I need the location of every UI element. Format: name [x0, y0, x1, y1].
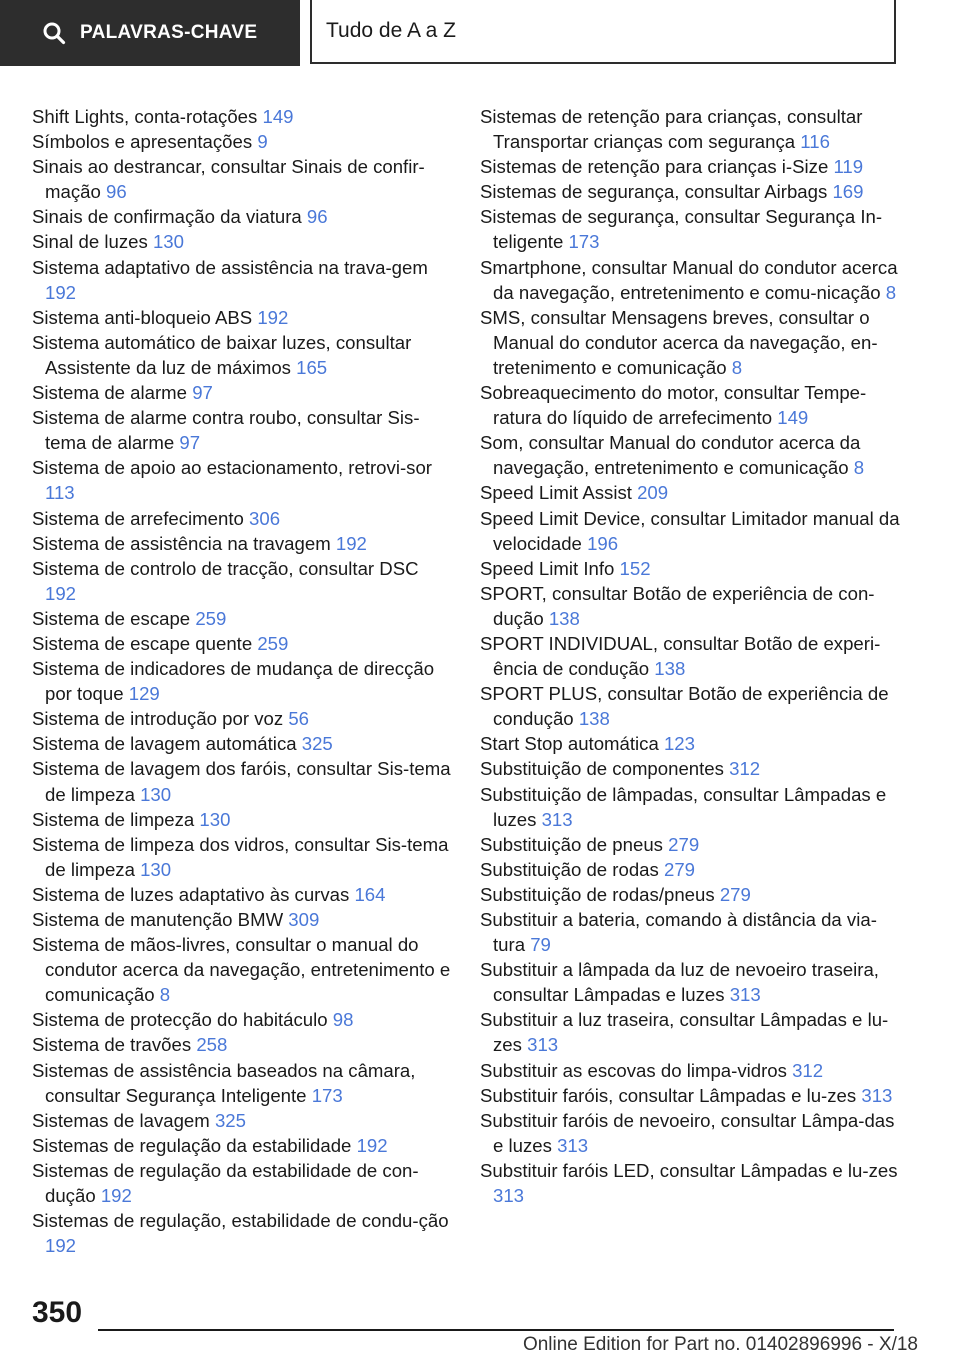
- index-entry-text: Sistema de mãos-livres, consultar o manual do condutor acerca da navegação, entretenimento e comunicação: [32, 934, 451, 1006]
- index-entry: [32, 1208, 452, 1258]
- index-entry-text: Substituir faróis, consultar Lâmpadas e lu‐zes: [480, 1084, 862, 1106]
- page-reference-link[interactable]: 97: [179, 432, 201, 454]
- index-entry: [32, 305, 452, 330]
- index-entry: [480, 480, 900, 505]
- index-entry-text: Som, consultar Manual do condutor acerca da navegação, entretenimento e comunicação: [480, 432, 861, 479]
- page-reference-link[interactable]: 325: [214, 1109, 246, 1131]
- index-entry: [32, 405, 452, 455]
- page-reference-link[interactable]: 113: [45, 482, 75, 504]
- page-reference-link[interactable]: 259: [195, 607, 227, 629]
- index-entry: [480, 506, 900, 556]
- index-entry: [480, 731, 900, 756]
- tab-a-to-z-label: Tudo de A a Z: [326, 19, 456, 42]
- index-entry-text: Substituição de pneus: [480, 833, 669, 855]
- index-entry-text: Substituir faróis LED, consultar Lâmpadas e lu‐zes: [480, 1159, 898, 1181]
- page-reference-link[interactable]: 116: [800, 131, 830, 153]
- page-reference-link[interactable]: 192: [335, 532, 367, 554]
- index-entry-text: Sistemas de regulação, estabilidade de condu‐ção: [32, 1210, 449, 1232]
- page-reference-link[interactable]: 96: [306, 206, 328, 228]
- index-entry-text: Sistema automático de baixar luzes, consultar Assistente da luz de máximos: [32, 331, 412, 378]
- index-entry: [32, 1158, 452, 1208]
- page-reference-link[interactable]: 313: [557, 1134, 589, 1156]
- index-entry: [32, 1007, 452, 1032]
- index-entry-text: Sistema de alarme: [32, 382, 193, 404]
- index-entry: [32, 731, 452, 756]
- page-reference-link[interactable]: 259: [257, 632, 289, 654]
- page-reference-link[interactable]: 192: [45, 281, 77, 303]
- page-reference-link[interactable]: 123: [663, 733, 695, 755]
- page-reference-link[interactable]: 192: [356, 1134, 388, 1156]
- index-entry: [480, 832, 900, 857]
- index-entry: [480, 782, 900, 832]
- page-reference-link[interactable]: 192: [45, 582, 77, 604]
- index-entry-text: Sistemas de retenção para crianças i-Size: [480, 156, 834, 178]
- index-entry-text: SPORT INDIVIDUAL, consultar Botão de experi‐ência de condução: [480, 632, 881, 680]
- index-entry: [32, 104, 452, 129]
- index-entry-text: Sistemas de retenção para crianças, consultar Transportar crianças com segurança: [480, 106, 863, 153]
- page-reference-link[interactable]: 138: [654, 658, 686, 680]
- index-entry: [480, 380, 900, 430]
- index-entry-text: Sistemas de assistência baseados na câmara, consultar Segurança Inteligente: [32, 1059, 416, 1106]
- index-entry: [480, 1083, 900, 1108]
- index-entry: [32, 832, 452, 882]
- page-reference-link[interactable]: 279: [664, 858, 696, 880]
- page-reference-link[interactable]: 313: [861, 1084, 893, 1106]
- index-entry-text: Sistema anti-bloqueio ABS: [32, 306, 258, 328]
- page-reference-link[interactable]: 192: [45, 1235, 77, 1257]
- index-entry: [480, 1058, 900, 1083]
- index-entry-text: Sistemas de lavagem: [32, 1109, 215, 1131]
- page-reference-link[interactable]: 196: [587, 532, 619, 554]
- index-entry: [480, 857, 900, 882]
- index-entry-text: Sinal de luzes: [32, 231, 153, 253]
- page-reference-link[interactable]: 79: [530, 934, 551, 956]
- index-entry: [32, 706, 452, 731]
- index-entry: [32, 556, 452, 606]
- index-entry: [480, 255, 900, 305]
- index-entry: [32, 380, 452, 405]
- page-reference-link[interactable]: 149: [262, 106, 294, 127]
- index-entry: [32, 129, 452, 154]
- index-entry-text: Substituir faróis de nevoeiro, consultar Lâmpa‐das e luzes: [480, 1109, 895, 1156]
- index-entry: [480, 756, 900, 781]
- index-entry-text: Sistemas de regulação da estabilidade de con‐dução: [32, 1159, 419, 1207]
- index-entry: [480, 104, 900, 154]
- index-entry: [32, 229, 452, 254]
- index-entry: [480, 179, 900, 204]
- index-entry-text: Sistema de lavagem dos faróis, consultar Sis‐tema de limpeza: [32, 758, 451, 805]
- index-entry: [32, 330, 452, 380]
- tab-keywords[interactable]: [0, 0, 300, 66]
- page-reference-link[interactable]: 165: [296, 356, 328, 378]
- index-entry-text: Sistema de limpeza dos vidros, consultar Sis‐tema de limpeza: [32, 833, 449, 880]
- index-entry-text: Substituição de lâmpadas, consultar Lâmpadas e luzes: [480, 783, 887, 830]
- page-reference-link[interactable]: 152: [619, 557, 651, 579]
- page-reference-link[interactable]: 8: [853, 457, 865, 479]
- index-entry: [32, 1108, 452, 1133]
- index-entry: [32, 506, 452, 531]
- page-reference-link[interactable]: 8: [885, 281, 897, 303]
- page-reference-link[interactable]: 130: [152, 231, 184, 253]
- index-entry-text: Sistema de escape quente: [32, 632, 258, 654]
- page-reference-link[interactable]: 312: [729, 758, 761, 780]
- page-number: 350: [32, 1296, 83, 1329]
- index-entry: [480, 631, 900, 681]
- index-entry-text: SPORT PLUS, consultar Botão de experiência de condução: [480, 683, 889, 730]
- index-entry-text: Sistema de controlo de tracção, consultar DSC: [32, 557, 419, 579]
- page-reference-link[interactable]: 138: [548, 607, 580, 629]
- index-entry: [480, 1007, 900, 1057]
- index-entry: [32, 932, 452, 1007]
- index-entry: [480, 430, 900, 480]
- index-entry: [32, 455, 452, 505]
- index-entry-text: Speed Limit Assist: [480, 482, 638, 504]
- index-entry: [480, 1158, 900, 1208]
- page-reference-link[interactable]: 173: [311, 1084, 343, 1106]
- index-column-left: [32, 104, 452, 1258]
- index-entry-text: Shift Lights, conta-rotações: [32, 106, 263, 127]
- index-entry-text: Substituir as escovas do limpa-vidros: [480, 1059, 793, 1081]
- page-reference-link[interactable]: 119: [833, 156, 864, 178]
- index-entry-text: Substituição de rodas/pneus: [480, 883, 720, 905]
- page-reference-link[interactable]: 98: [332, 1009, 354, 1031]
- index-entry-text: Start Stop automática: [480, 733, 664, 755]
- index-entry-text: SMS, consultar Mensagens breves, consultar o Manual do condutor acerca da navegação, en‐tretenimento e comunicação: [480, 306, 878, 378]
- index-entry: [32, 1058, 452, 1108]
- index-entry-text: Substituir a luz traseira, consultar Lâmpadas e lu‐zes: [480, 1009, 889, 1056]
- index-entry: [32, 255, 452, 305]
- index-entry: [32, 606, 452, 631]
- index-entry: [32, 882, 452, 907]
- index-entry: [480, 907, 900, 957]
- index-entry: [32, 154, 452, 204]
- page-reference-link[interactable]: 313: [527, 1034, 559, 1056]
- index-column-right: [480, 104, 900, 1208]
- index-entry: [32, 807, 452, 832]
- index-entry-text: Sistema de travões: [32, 1034, 197, 1056]
- index-entry-text: Sistema de assistência na travagem: [32, 532, 336, 554]
- page-reference-link[interactable]: 129: [128, 683, 160, 705]
- index-entry: [32, 656, 452, 706]
- index-entry-text: Sinais ao destrancar, consultar Sinais de confir‐mação: [32, 156, 425, 203]
- index-entry: [480, 154, 900, 179]
- page-reference-link[interactable]: 279: [719, 883, 751, 905]
- index-entry-text: Sistema adaptativo de assistência na trava‐gem: [32, 256, 428, 278]
- index-entry: [480, 305, 900, 380]
- page-reference-link[interactable]: 312: [792, 1059, 824, 1081]
- index-entry-text: Sistema de lavagem automática: [32, 733, 302, 755]
- page-reference-link[interactable]: 96: [105, 181, 127, 203]
- index-entry-text: Speed Limit Info: [480, 557, 620, 579]
- page-reference-link[interactable]: 130: [140, 858, 172, 880]
- index-entry: [480, 204, 900, 254]
- search-icon: [42, 21, 66, 45]
- page-reference-link[interactable]: 279: [668, 833, 700, 855]
- page-reference-link[interactable]: 97: [192, 382, 213, 404]
- index-entry-text: Sistema de protecção do habitáculo: [32, 1009, 333, 1031]
- page-reference-link[interactable]: 306: [249, 507, 281, 529]
- index-entry: [32, 907, 452, 932]
- index-entry-text: SPORT, consultar Botão de experiência de con‐dução: [480, 582, 875, 629]
- page-reference-link[interactable]: 130: [140, 783, 172, 805]
- page-reference-link[interactable]: 325: [301, 733, 333, 755]
- index-entry: [480, 681, 900, 731]
- index-entry: [480, 556, 900, 581]
- index-entry-text: Sinais de confirmação da viatura: [32, 206, 307, 228]
- index-entry: [480, 882, 900, 907]
- index-entry-text: Substituição de rodas: [480, 858, 664, 880]
- page-reference-link[interactable]: 9: [257, 131, 268, 153]
- index-entry-text: Sistema de luzes adaptativo às curvas: [32, 883, 355, 905]
- page-reference-link[interactable]: 169: [832, 181, 864, 203]
- index-entry: [32, 1032, 452, 1057]
- index-entry-text: Substituir a bateria, comando à distância da via‐tura: [480, 909, 877, 956]
- index-entry-text: Símbolos e apresentações: [32, 131, 258, 153]
- index-entry-text: Speed Limit Device, consultar Limitador manual da velocidade: [480, 507, 900, 554]
- tab-a-to-z[interactable]: [310, 0, 896, 64]
- index-entry-text: Sistema de limpeza: [32, 808, 200, 830]
- tab-keywords-label: PALAVRAS-CHAVE: [80, 22, 258, 43]
- index-entry-text: Substituição de componentes: [480, 758, 730, 780]
- page-reference-link[interactable]: 313: [729, 984, 761, 1006]
- page-reference-link[interactable]: 313: [493, 1185, 525, 1207]
- index-entry-text: Smartphone, consultar Manual do condutor acerca da navegação, entretenimento e comu‐nicação: [480, 256, 898, 303]
- top-tab-bar: [0, 0, 960, 66]
- page-reference-link[interactable]: 8: [159, 984, 171, 1006]
- index-entry-text: Sistema de arrefecimento: [32, 507, 250, 529]
- page-reference-link[interactable]: 173: [568, 231, 600, 253]
- page-reference-link[interactable]: 258: [196, 1034, 228, 1056]
- index-entry-text: Sobreaquecimento do motor, consultar Tempe‐ratura do líquido de arrefecimento: [480, 382, 867, 429]
- index-entry-text: Sistemas de segurança, consultar Airbags: [480, 181, 833, 203]
- index-entry-text: Sistema de manutenção BMW: [32, 909, 289, 930]
- page-reference-link[interactable]: 130: [199, 808, 231, 830]
- page-reference-link[interactable]: 149: [777, 407, 809, 429]
- index-entry-text: Sistemas de segurança, consultar Segurança In‐teligente: [480, 206, 883, 253]
- index-entry: [32, 531, 452, 556]
- index-entry-text: Sistemas de regulação da estabilidade: [32, 1134, 357, 1156]
- index-entry: [480, 957, 900, 1007]
- page-reference-link[interactable]: 192: [100, 1185, 132, 1207]
- index-entry: [32, 631, 452, 656]
- index-entry-text: Sistema de alarme contra roubo, consultar Sis‐tema de alarme: [32, 407, 420, 454]
- index-entry-text: Sistema de introdução por voz: [32, 708, 289, 730]
- index-entry: [480, 581, 900, 631]
- index-entry: [32, 204, 452, 229]
- page-reference-link[interactable]: 209: [637, 482, 669, 504]
- page-reference-link[interactable]: 192: [257, 306, 289, 328]
- footer-divider: [98, 1329, 894, 1331]
- page-reference-link[interactable]: 138: [578, 708, 610, 730]
- page-reference-link[interactable]: 56: [288, 708, 310, 730]
- index-entry-text: Sistema de indicadores de mudança de direcção por toque: [32, 658, 435, 705]
- index-entry: [32, 756, 452, 806]
- page-reference-link[interactable]: 313: [541, 808, 573, 830]
- page-reference-link[interactable]: 164: [354, 883, 386, 905]
- index-entry-text: Sistema de escape: [32, 607, 196, 629]
- index-entry-text: Sistema de apoio ao estacionamento, retrovi‐sor: [32, 457, 432, 479]
- page-reference-link[interactable]: 309: [288, 909, 320, 930]
- index-entry: [32, 1133, 452, 1158]
- footer-edition-text: Online Edition for Part no. 01402896996 - X/18: [522, 1334, 918, 1355]
- index-entry: [480, 1108, 900, 1158]
- index-entry-text: Substituir a lâmpada da luz de nevoeiro traseira, consultar Lâmpadas e luzes: [480, 959, 879, 1006]
- page-reference-link[interactable]: 8: [731, 356, 743, 378]
